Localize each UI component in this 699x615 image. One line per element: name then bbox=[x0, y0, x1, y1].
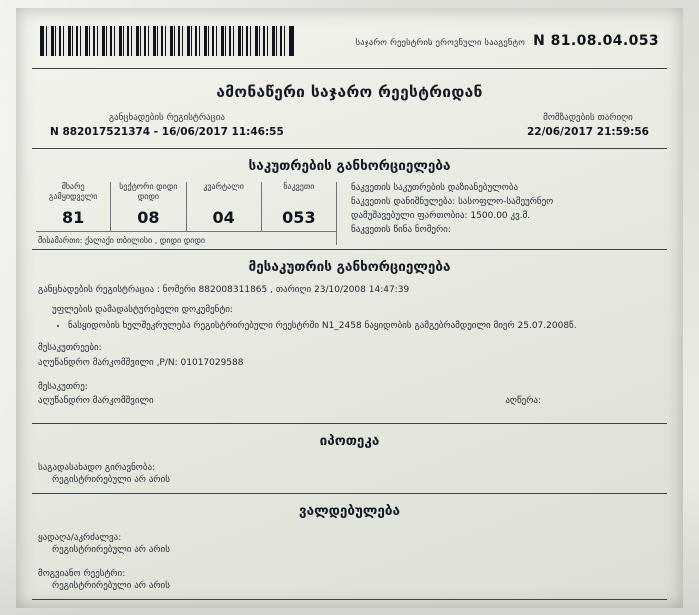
document-header bbox=[32, 8, 667, 68]
parcel-cell-label: სექტორი დიდი დიდი bbox=[119, 182, 178, 201]
mortgage-block bbox=[32, 457, 667, 493]
owner-label: მესაკუთრე: bbox=[38, 382, 88, 393]
parcel-address: მისამართი: ქალაქი თბილისი , დიდი დიდი bbox=[36, 231, 336, 245]
parcel-cell-value: 04 bbox=[212, 208, 235, 227]
parcel-detail-line: ნაკვეთის წინა ნომერი: bbox=[351, 224, 451, 235]
parcel-registration-block bbox=[32, 182, 667, 249]
owner-registration-line: განცხადების რეგისტრაცია : ნომერი 882008311865 , თარიღი 23/10/2008 14:47:39 bbox=[38, 285, 410, 295]
later-registry-label: მოგვიანო რეესტრი: bbox=[38, 568, 126, 579]
owners-value: აღუწანდრო მარკომშვილი ,P/N: 01017029588 bbox=[38, 357, 244, 368]
meta-registration-label: განცხადების რეგისტრაცია bbox=[108, 113, 225, 123]
meta-prepared bbox=[527, 113, 649, 138]
parcel-cell-label: კვარტალი bbox=[203, 182, 244, 191]
parcel-cell-value: 053 bbox=[282, 208, 316, 227]
meta-prepared-label: მომზადების თარიღი bbox=[543, 113, 633, 123]
section-ownership-title: საკუთრების განხორციელება bbox=[248, 158, 451, 174]
parcel-detail-line: დამუშავებული ფართობია: 1500.00 კვ.მ. bbox=[351, 210, 531, 221]
parcel-cell-value: 08 bbox=[137, 208, 160, 227]
parcel-cell bbox=[111, 182, 186, 231]
barcode-icon bbox=[40, 26, 294, 56]
parcel-code-cells bbox=[36, 182, 336, 231]
owners-label: მესაკუთრეები: bbox=[38, 343, 102, 354]
owner-document-list bbox=[38, 320, 661, 334]
meta-registration bbox=[50, 113, 284, 138]
later-registry-value: რეგისტრირებული არ არის bbox=[52, 580, 170, 591]
document-sheet bbox=[16, 8, 683, 608]
parcel-code-table bbox=[36, 182, 336, 245]
owner-description-label: აღწერა: bbox=[505, 396, 541, 407]
obligation-block bbox=[32, 527, 667, 599]
section-mortgage-title: იპოთეკა bbox=[319, 432, 380, 449]
parcel-cell bbox=[36, 182, 111, 231]
header-number-block bbox=[356, 33, 659, 49]
document-number: N 81.08.04.053 bbox=[533, 33, 659, 49]
tax-lien-value: რეგისტრირებული არ არის bbox=[52, 474, 170, 485]
parcel-detail-line: ნაკვეთის საკუთრების დაზიანებულობა bbox=[351, 183, 519, 193]
meta-registration-value: N 882017521374 - 16/06/2017 11:46:55 bbox=[50, 126, 284, 138]
owner-block bbox=[32, 283, 667, 423]
owner-document-label: უფლების დამადასტურებელი დოკუმენტი: bbox=[52, 305, 233, 316]
tax-lien-label: საგადასახადო გირავნობა: bbox=[38, 462, 156, 473]
page-title: ამონაწერი საჯარო რეესტრიდან bbox=[216, 83, 483, 101]
parcel-details bbox=[336, 182, 663, 245]
footer-space bbox=[32, 600, 667, 615]
parcel-cell bbox=[187, 182, 262, 231]
parcel-cell bbox=[262, 182, 336, 231]
section-owner-title: მესაკუთრის განხორციელება bbox=[248, 259, 451, 275]
seizure-value: რეგისტრირებული არ არის bbox=[52, 544, 170, 555]
parcel-cell-value: 81 bbox=[61, 208, 85, 227]
seizure-label: ყადაღა/აკრძალვა: bbox=[38, 532, 122, 543]
parcel-cell-label: ნაკვეთი bbox=[283, 182, 315, 191]
list-item: • ნასყიდობის ხელშეკრულება რეგისტრირებული რეესტრში N1_2458 ნაყიდობის გამგებრამდეილი მიერ 25.07.2008წ. bbox=[68, 320, 661, 334]
agency-caption: საჯარო რეესტრის ეროვნული სააგენტო bbox=[355, 38, 526, 48]
parcel-detail-line: ნაკვეთის დანიშნულება: სასოფლო-სამეურნეო bbox=[351, 196, 554, 207]
section-obligation-title: ვალდებულება bbox=[298, 502, 400, 519]
meta-prepared-value: 22/06/2017 21:59:56 bbox=[526, 126, 649, 138]
owner-name: აღუწანდრო მარკომშვილი bbox=[38, 396, 154, 407]
parcel-cell-label: მხარე გამყიდველი bbox=[48, 182, 98, 201]
owner-signature-row bbox=[38, 394, 661, 408]
document-meta bbox=[32, 113, 667, 148]
